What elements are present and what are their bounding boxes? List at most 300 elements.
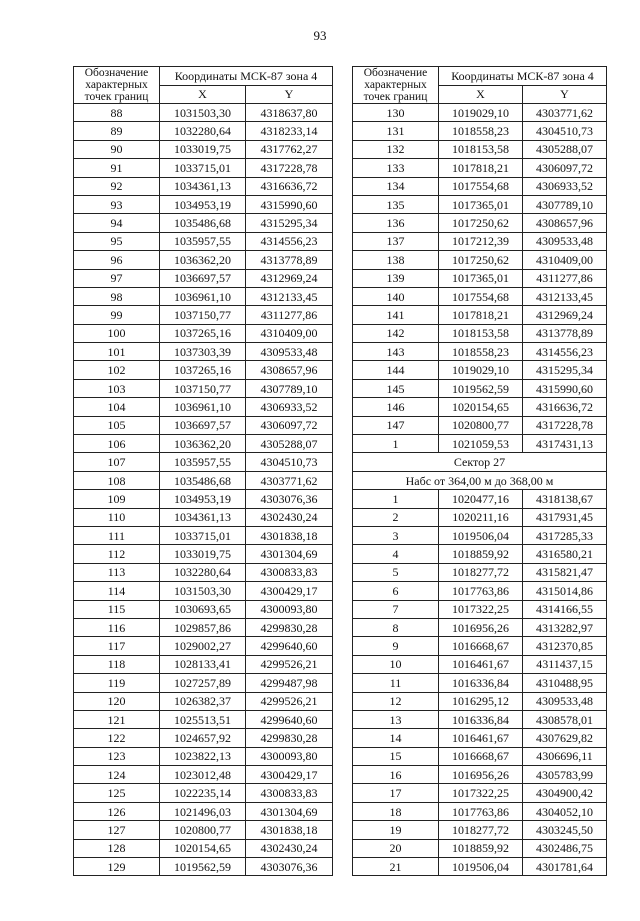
x-coordinate-cell: 1023822,13 (160, 747, 246, 765)
point-number-cell: 134 (353, 177, 439, 195)
y-coordinate-cell: 4311277,86 (523, 269, 607, 287)
point-number-cell: 103 (74, 379, 160, 397)
y-coordinate-cell: 4299487,98 (246, 674, 333, 692)
x-coordinate-cell: 1037150,77 (160, 379, 246, 397)
point-number-cell: 146 (353, 398, 439, 416)
point-number-cell: 105 (74, 416, 160, 434)
point-number-cell: 106 (74, 435, 160, 453)
point-number-cell: 20 (353, 839, 439, 857)
y-coordinate-cell: 4315990,60 (246, 195, 333, 213)
table-row (74, 692, 333, 710)
y-coordinate-cell: 4315821,47 (523, 563, 607, 581)
point-number-cell: 132 (353, 140, 439, 158)
y-coordinate-cell: 4315295,34 (246, 214, 333, 232)
y-coordinate-cell: 4300093,80 (246, 747, 333, 765)
point-number-cell: 89 (74, 122, 160, 140)
point-number-cell: 139 (353, 269, 439, 287)
table-row (353, 784, 607, 802)
x-coordinate-cell: 1035957,55 (160, 232, 246, 250)
x-coordinate-cell: 1036697,57 (160, 416, 246, 434)
table-row (74, 269, 333, 287)
point-number-cell: 137 (353, 232, 439, 250)
table-row (353, 324, 607, 342)
y-coordinate-cell: 4318233,14 (246, 122, 333, 140)
x-coordinate-cell: 1036961,10 (160, 287, 246, 305)
table-row (353, 508, 607, 526)
x-coordinate-cell: 1033019,75 (160, 545, 246, 563)
x-coordinate-cell: 1021496,03 (160, 802, 246, 820)
point-number-cell: 1 (353, 490, 439, 508)
y-coordinate-cell: 4300429,17 (246, 766, 333, 784)
table-row (74, 159, 333, 177)
table-row (353, 214, 607, 232)
y-coordinate-cell: 4309533,48 (523, 692, 607, 710)
table-row (74, 637, 333, 655)
y-coordinate-cell: 4315295,34 (523, 361, 607, 379)
x-coordinate-cell: 1017322,25 (439, 784, 523, 802)
point-number-cell: 11 (353, 674, 439, 692)
y-coordinate-cell: 4302430,24 (246, 508, 333, 526)
table-row (353, 435, 607, 453)
point-number-cell: 129 (74, 858, 160, 876)
table-row (353, 343, 607, 361)
y-coordinate-cell: 4306933,52 (523, 177, 607, 195)
x-coordinate-cell: 1036697,57 (160, 269, 246, 287)
table-row (353, 140, 607, 158)
y-coordinate-cell: 4318138,67 (523, 490, 607, 508)
table-row (353, 545, 607, 563)
table-row (74, 563, 333, 581)
y-coordinate-cell: 4300093,80 (246, 600, 333, 618)
point-number-cell: 142 (353, 324, 439, 342)
y-coordinate-cell: 4312969,24 (523, 306, 607, 324)
table-row (353, 674, 607, 692)
point-number-cell: 147 (353, 416, 439, 434)
point-number-cell: 117 (74, 637, 160, 655)
x-coordinate-cell: 1037265,16 (160, 324, 246, 342)
table-row (353, 379, 607, 397)
y-coordinate-cell: 4304510,73 (523, 122, 607, 140)
point-number-cell: 136 (353, 214, 439, 232)
point-number-cell: 5 (353, 563, 439, 581)
table-row (353, 802, 607, 820)
coordinates-title-header: Координаты МСК-87 зона 4 (439, 67, 607, 86)
x-coordinate-cell: 1021059,53 (439, 435, 523, 453)
y-coordinate-cell: 4299640,60 (246, 710, 333, 728)
y-coordinate-cell: 4317228,78 (523, 416, 607, 434)
table-row (353, 692, 607, 710)
point-number-cell: 9 (353, 637, 439, 655)
point-number-cell: 101 (74, 343, 160, 361)
point-number-cell: 127 (74, 821, 160, 839)
x-coordinate-cell: 1037303,39 (160, 343, 246, 361)
y-coordinate-cell: 4301838,18 (246, 526, 333, 544)
x-coordinate-cell: 1017322,25 (439, 600, 523, 618)
x-coordinate-cell: 1020154,65 (160, 839, 246, 857)
x-coordinate-cell: 1029002,27 (160, 637, 246, 655)
table-row (353, 122, 607, 140)
y-coordinate-cell: 4306933,52 (246, 398, 333, 416)
x-coordinate-cell: 1017365,01 (439, 195, 523, 213)
x-coordinate-cell: 1033715,01 (160, 526, 246, 544)
table-row (353, 655, 607, 673)
point-number-cell: 144 (353, 361, 439, 379)
x-coordinate-cell: 1017818,21 (439, 159, 523, 177)
point-number-cell: 8 (353, 618, 439, 636)
point-number-cell: 97 (74, 269, 160, 287)
table-row (74, 766, 333, 784)
table-row (353, 104, 607, 122)
table-row (74, 545, 333, 563)
point-number-cell: 14 (353, 729, 439, 747)
point-number-cell: 2 (353, 508, 439, 526)
x-coordinate-cell: 1036961,10 (160, 398, 246, 416)
x-coordinate-cell: 1016336,84 (439, 710, 523, 728)
point-number-cell: 128 (74, 839, 160, 857)
x-coordinate-cell: 1020154,65 (439, 398, 523, 416)
y-coordinate-cell: 4317228,78 (246, 159, 333, 177)
table-row (74, 582, 333, 600)
y-coordinate-cell: 4301304,69 (246, 802, 333, 820)
table-row (74, 471, 333, 489)
y-coordinate-cell: 4299526,21 (246, 692, 333, 710)
coordinates-title-header: Координаты МСК-87 зона 4 (160, 67, 333, 86)
y-coordinate-cell: 4317931,45 (523, 508, 607, 526)
coordinates-table-right (352, 66, 607, 876)
point-number-cell: 115 (74, 600, 160, 618)
x-coordinate-cell: 1034361,13 (160, 177, 246, 195)
y-coordinate-cell: 4304900,42 (523, 784, 607, 802)
point-number-cell: 94 (74, 214, 160, 232)
table-row (74, 490, 333, 508)
x-coordinate-cell: 1018153,58 (439, 324, 523, 342)
y-coordinate-cell: 4303771,62 (523, 104, 607, 122)
x-coordinate-cell: 1037150,77 (160, 306, 246, 324)
table-row (74, 306, 333, 324)
x-header: X (439, 85, 523, 104)
point-number-cell: 6 (353, 582, 439, 600)
table-row (353, 159, 607, 177)
table-row (353, 637, 607, 655)
table-row (74, 674, 333, 692)
point-number-cell: 107 (74, 453, 160, 471)
x-coordinate-cell: 1020211,16 (439, 508, 523, 526)
x-coordinate-cell: 1017365,01 (439, 269, 523, 287)
point-number-cell: 12 (353, 692, 439, 710)
x-coordinate-cell: 1024657,92 (160, 729, 246, 747)
x-coordinate-cell: 1030693,65 (160, 600, 246, 618)
x-coordinate-cell: 1017212,39 (439, 232, 523, 250)
y-coordinate-cell: 4307629,82 (523, 729, 607, 747)
x-coordinate-cell: 1017818,21 (439, 306, 523, 324)
y-coordinate-cell: 4308657,96 (523, 214, 607, 232)
y-coordinate-cell: 4308657,96 (246, 361, 333, 379)
x-coordinate-cell: 1018558,23 (439, 343, 523, 361)
point-number-cell: 118 (74, 655, 160, 673)
table-row (74, 839, 333, 857)
page-number: 93 (313, 28, 327, 43)
y-header: Y (246, 85, 333, 104)
x-coordinate-cell: 1018859,92 (439, 545, 523, 563)
y-coordinate-cell: 4302430,24 (246, 839, 333, 857)
table-row (353, 490, 607, 508)
y-coordinate-cell: 4299640,60 (246, 637, 333, 655)
coordinates-table-left (73, 66, 333, 876)
point-number-cell: 143 (353, 343, 439, 361)
y-coordinate-cell: 4312133,45 (246, 287, 333, 305)
x-coordinate-cell: 1031503,30 (160, 104, 246, 122)
x-coordinate-cell: 1026382,37 (160, 692, 246, 710)
x-coordinate-cell: 1033019,75 (160, 140, 246, 158)
point-number-cell: 91 (74, 159, 160, 177)
point-number-cell: 4 (353, 545, 439, 563)
point-number-cell: 133 (353, 159, 439, 177)
point-number-cell: 138 (353, 251, 439, 269)
table-row (74, 122, 333, 140)
x-coordinate-cell: 1016461,67 (439, 655, 523, 673)
x-coordinate-cell: 1016295,12 (439, 692, 523, 710)
x-coordinate-cell: 1035486,68 (160, 214, 246, 232)
x-coordinate-cell: 1032280,64 (160, 122, 246, 140)
y-coordinate-cell: 4310488,95 (523, 674, 607, 692)
y-coordinate-cell: 4307789,10 (246, 379, 333, 397)
point-number-cell: 99 (74, 306, 160, 324)
table-row (353, 177, 607, 195)
point-number-cell: 93 (74, 195, 160, 213)
x-coordinate-cell: 1019029,10 (439, 104, 523, 122)
x-coordinate-cell: 1020800,77 (439, 416, 523, 434)
x-coordinate-cell: 1018277,72 (439, 821, 523, 839)
y-coordinate-cell: 4307789,10 (523, 195, 607, 213)
table-row (353, 821, 607, 839)
x-coordinate-cell: 1020477,16 (439, 490, 523, 508)
y-coordinate-cell: 4316636,72 (523, 398, 607, 416)
point-number-cell: 95 (74, 232, 160, 250)
y-coordinate-cell: 4311277,86 (246, 306, 333, 324)
point-number-cell: 140 (353, 287, 439, 305)
x-coordinate-cell: 1017554,68 (439, 287, 523, 305)
y-coordinate-cell: 4299526,21 (246, 655, 333, 673)
x-coordinate-cell: 1034361,13 (160, 508, 246, 526)
point-number-cell: 111 (74, 526, 160, 544)
point-number-cell: 17 (353, 784, 439, 802)
table-row (353, 839, 607, 857)
point-number-cell: 145 (353, 379, 439, 397)
x-coordinate-cell: 1016461,67 (439, 729, 523, 747)
x-coordinate-cell: 1019506,04 (439, 526, 523, 544)
point-number-cell: 13 (353, 710, 439, 728)
x-coordinate-cell: 1019029,10 (439, 361, 523, 379)
table-row (74, 453, 333, 471)
point-number-cell: 126 (74, 802, 160, 820)
point-number-cell: 116 (74, 618, 160, 636)
sector-title: Сектор 27 (353, 453, 607, 471)
point-number-cell: 88 (74, 104, 160, 122)
table-row (74, 195, 333, 213)
table-row (74, 747, 333, 765)
x-coordinate-cell: 1018859,92 (439, 839, 523, 857)
x-coordinate-cell: 1017763,86 (439, 802, 523, 820)
y-coordinate-cell: 4306097,72 (523, 159, 607, 177)
point-number-cell: 104 (74, 398, 160, 416)
x-coordinate-cell: 1022235,14 (160, 784, 246, 802)
y-coordinate-cell: 4315990,60 (523, 379, 607, 397)
table-row (74, 821, 333, 839)
y-coordinate-cell: 4316636,72 (246, 177, 333, 195)
x-coordinate-cell: 1034953,19 (160, 490, 246, 508)
point-number-cell: 113 (74, 563, 160, 581)
table-row (74, 398, 333, 416)
y-coordinate-cell: 4310409,00 (523, 251, 607, 269)
point-number-cell: 114 (74, 582, 160, 600)
point-number-cell: 112 (74, 545, 160, 563)
point-number-cell: 98 (74, 287, 160, 305)
table-row (74, 784, 333, 802)
table-row (353, 526, 607, 544)
y-coordinate-cell: 4300833,83 (246, 784, 333, 802)
table-row (353, 287, 607, 305)
x-coordinate-cell: 1018153,58 (439, 140, 523, 158)
y-coordinate-cell: 4303771,62 (246, 471, 333, 489)
table-row (353, 858, 607, 876)
x-coordinate-cell: 1036362,20 (160, 251, 246, 269)
sector-subtitle-row (353, 471, 607, 489)
table-row (353, 618, 607, 636)
y-coordinate-cell: 4300429,17 (246, 582, 333, 600)
table-row (74, 177, 333, 195)
point-number-cell: 19 (353, 821, 439, 839)
point-number-cell: 119 (74, 674, 160, 692)
table-row (353, 251, 607, 269)
point-number-cell: 100 (74, 324, 160, 342)
table-row (74, 214, 333, 232)
x-coordinate-cell: 1016956,26 (439, 618, 523, 636)
x-coordinate-cell: 1032280,64 (160, 563, 246, 581)
table-row (353, 195, 607, 213)
table-row (74, 379, 333, 397)
sector-subtitle: Набс от 364,00 м до 368,00 м (353, 471, 607, 489)
point-number-cell: 120 (74, 692, 160, 710)
y-coordinate-cell: 4310409,00 (246, 324, 333, 342)
table-row (74, 140, 333, 158)
y-coordinate-cell: 4314556,23 (523, 343, 607, 361)
x-coordinate-cell: 1027257,89 (160, 674, 246, 692)
y-coordinate-cell: 4315014,86 (523, 582, 607, 600)
x-coordinate-cell: 1019562,59 (160, 858, 246, 876)
y-coordinate-cell: 4314166,55 (523, 600, 607, 618)
x-coordinate-cell: 1018277,72 (439, 563, 523, 581)
table-row (353, 306, 607, 324)
point-number-cell: 121 (74, 710, 160, 728)
x-coordinate-cell: 1023012,48 (160, 766, 246, 784)
y-coordinate-cell: 4306696,11 (523, 747, 607, 765)
y-coordinate-cell: 4312969,24 (246, 269, 333, 287)
y-coordinate-cell: 4313778,89 (246, 251, 333, 269)
y-coordinate-cell: 4317285,33 (523, 526, 607, 544)
table-row (353, 269, 607, 287)
x-coordinate-cell: 1017250,62 (439, 251, 523, 269)
table-row (353, 582, 607, 600)
y-coordinate-cell: 4303076,36 (246, 490, 333, 508)
right-table-body-top (353, 104, 607, 453)
left-table-body (74, 104, 333, 876)
x-coordinate-cell: 1019562,59 (439, 379, 523, 397)
table-row (353, 766, 607, 784)
y-coordinate-cell: 4304052,10 (523, 802, 607, 820)
y-coordinate-cell: 4301838,18 (246, 821, 333, 839)
table-row (353, 232, 607, 250)
point-number-cell: 3 (353, 526, 439, 544)
x-coordinate-cell: 1017250,62 (439, 214, 523, 232)
table-row (74, 435, 333, 453)
table-row (74, 729, 333, 747)
x-coordinate-cell: 1019506,04 (439, 858, 523, 876)
point-number-cell: 110 (74, 508, 160, 526)
point-number-cell: 108 (74, 471, 160, 489)
y-coordinate-cell: 4318637,80 (246, 104, 333, 122)
right-table-body-bottom (353, 490, 607, 876)
point-number-cell: 96 (74, 251, 160, 269)
x-coordinate-cell: 1017554,68 (439, 177, 523, 195)
y-coordinate-cell: 4306097,72 (246, 416, 333, 434)
point-number-cell: 7 (353, 600, 439, 618)
table-row (353, 729, 607, 747)
y-coordinate-cell: 4313282,97 (523, 618, 607, 636)
x-coordinate-cell: 1035957,55 (160, 453, 246, 471)
table-row (74, 710, 333, 728)
y-coordinate-cell: 4316580,21 (523, 545, 607, 563)
table-row (74, 618, 333, 636)
y-coordinate-cell: 4305288,07 (523, 140, 607, 158)
point-number-cell: 122 (74, 729, 160, 747)
sector-title-row (353, 453, 607, 471)
x-coordinate-cell: 1033715,01 (160, 159, 246, 177)
y-coordinate-cell: 4312370,85 (523, 637, 607, 655)
y-coordinate-cell: 4303076,36 (246, 858, 333, 876)
table-row (353, 416, 607, 434)
x-coordinate-cell: 1017763,86 (439, 582, 523, 600)
table-row (74, 251, 333, 269)
table-row (74, 655, 333, 673)
point-number-cell: 123 (74, 747, 160, 765)
point-number-cell: 15 (353, 747, 439, 765)
point-number-cell: 131 (353, 122, 439, 140)
table-row (74, 416, 333, 434)
point-number-cell: 16 (353, 766, 439, 784)
table-row (74, 526, 333, 544)
table-row (74, 343, 333, 361)
x-coordinate-cell: 1018558,23 (439, 122, 523, 140)
y-coordinate-cell: 4305288,07 (246, 435, 333, 453)
point-number-cell: 18 (353, 802, 439, 820)
x-coordinate-cell: 1031503,30 (160, 582, 246, 600)
x-coordinate-cell: 1016668,67 (439, 637, 523, 655)
y-coordinate-cell: 4304510,73 (246, 453, 333, 471)
x-coordinate-cell: 1037265,16 (160, 361, 246, 379)
y-coordinate-cell: 4311437,15 (523, 655, 607, 673)
point-number-cell: 90 (74, 140, 160, 158)
x-coordinate-cell: 1020800,77 (160, 821, 246, 839)
table-row (353, 398, 607, 416)
table-row (353, 563, 607, 581)
y-coordinate-cell: 4301781,64 (523, 858, 607, 876)
point-number-cell: 21 (353, 858, 439, 876)
x-coordinate-cell: 1034953,19 (160, 195, 246, 213)
table-row (74, 802, 333, 820)
table-row (74, 232, 333, 250)
point-number-cell: 125 (74, 784, 160, 802)
y-coordinate-cell: 4302486,75 (523, 839, 607, 857)
